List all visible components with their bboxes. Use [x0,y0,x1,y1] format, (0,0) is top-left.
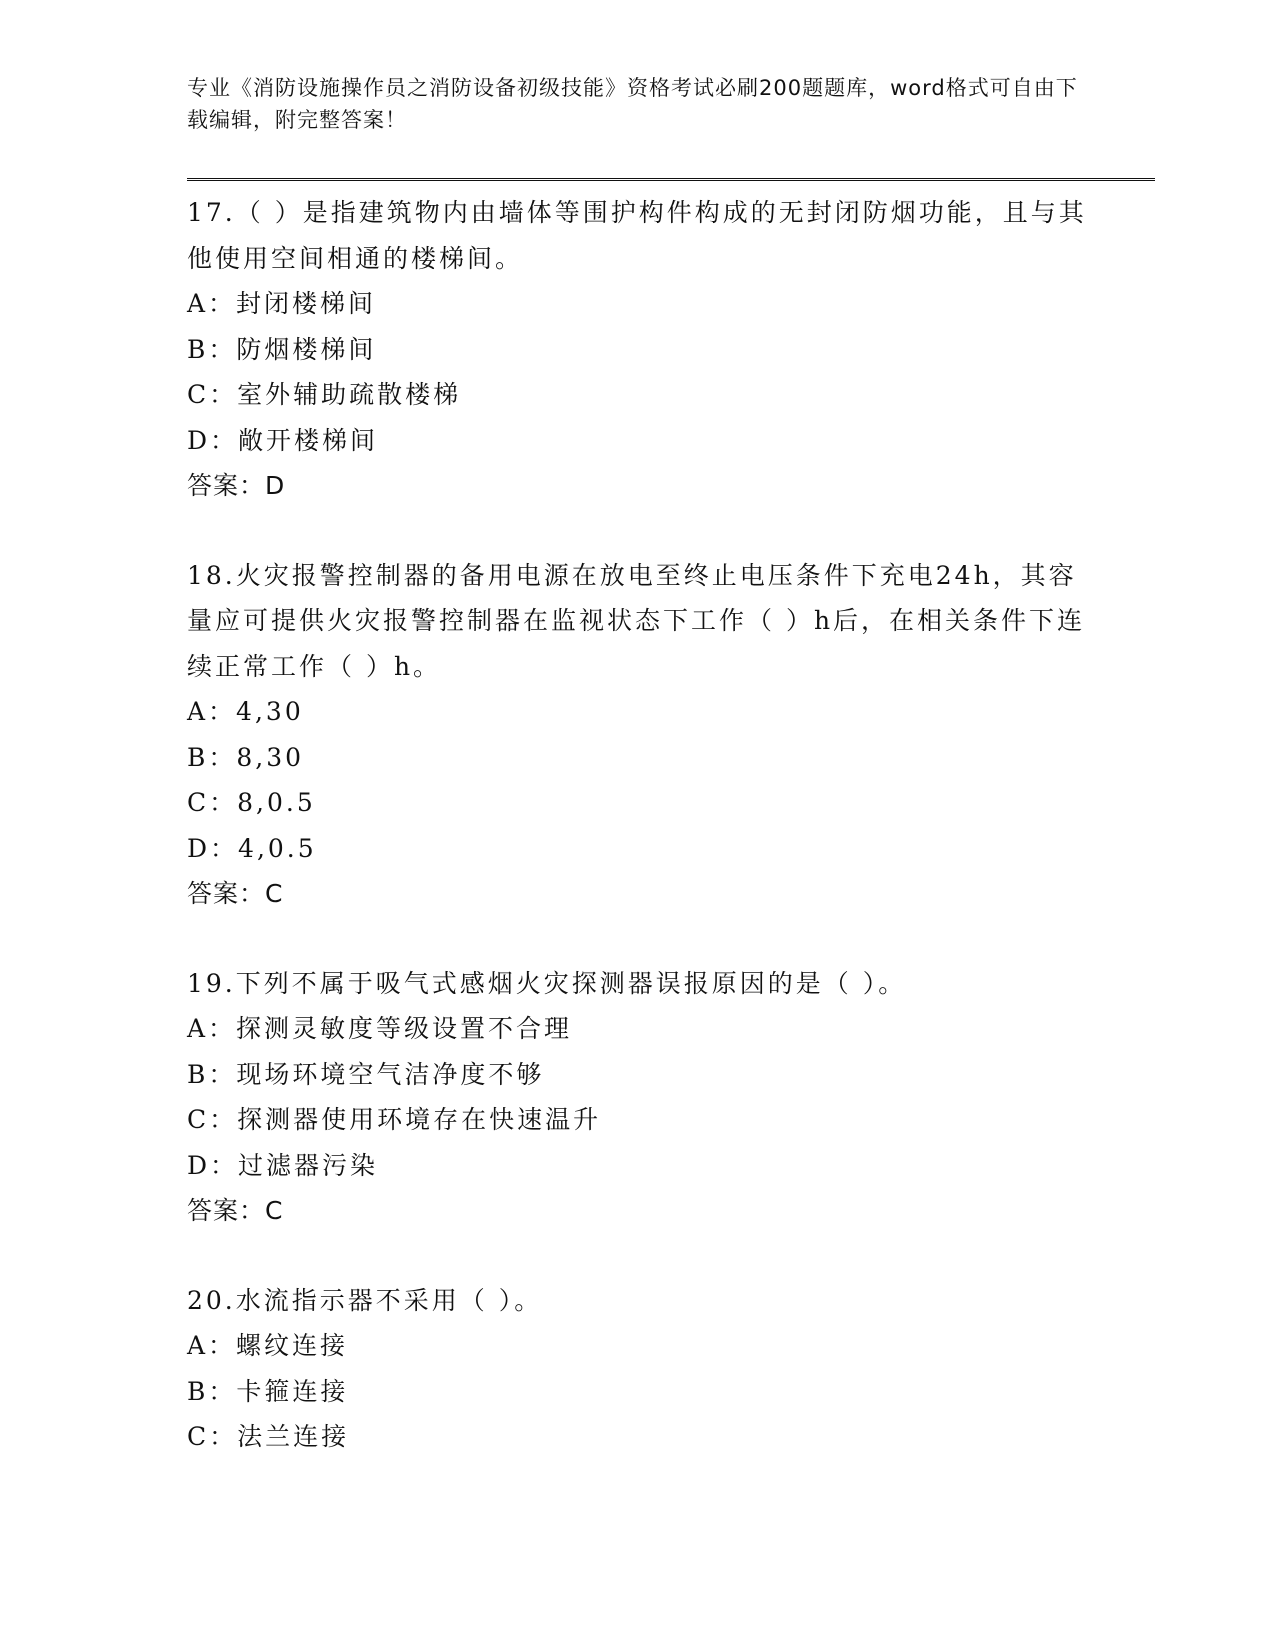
option-c: C：法兰连接 [187,1422,350,1451]
option-a: A：探测灵敏度等级设置不合理 [187,1014,573,1043]
option-b: B：现场环境空气洁净度不够 [187,1059,545,1089]
option-a: A：螺纹连接 [187,1331,349,1360]
option-c: C：8,0.5 [187,788,316,817]
question-17 [187,190,1087,509]
question-list [187,190,1087,1504]
option-d: D：敞开楼梯间 [187,425,379,455]
option-d: D：4,0.5 [187,833,317,863]
answer-line: 答案：D [187,471,286,500]
question-text: 18.火灾报警控制器的备用电源在放电至终止电压条件下充电24h，其容量应可提供火灾报警控制器在监视状态下工作（ ）h后，在相关条件下连续正常工作（ ）h。 [187,560,1086,681]
question-20 [187,1278,1087,1460]
question-text: 17.（ ）是指建筑物内由墙体等围护构件构成的无封闭防烟功能，且与其他使用空间相通的楼梯间。 [187,198,1087,273]
question-text: 20.水流指示器不采用（ ）。 [187,1285,543,1315]
option-c: C：室外辅助疏散楼梯 [187,380,462,409]
answer-line: 答案：C [187,879,284,908]
header-divider [187,178,1155,181]
option-b: B：卡箍连接 [187,1376,349,1406]
document-header: 专业《消防设施操作员之消防设备初级技能》资格考试必刷200题题库，word格式可自由下载编辑，附完整答案！ [187,76,1078,132]
option-b: B：8,30 [187,742,305,772]
option-a: A：4,30 [187,697,304,726]
option-c: C：探测器使用环境存在快速温升 [187,1105,602,1134]
option-d: D：过滤器污染 [187,1150,379,1180]
question-18 [187,553,1087,917]
answer-line: 答案：C [187,1196,284,1225]
option-b: B：防烟楼梯间 [187,334,377,364]
question-text: 19.下列不属于吸气式感烟火灾探测器误报原因的是（ ）。 [187,968,907,998]
option-a: A：封闭楼梯间 [187,289,377,318]
question-19 [187,961,1087,1234]
